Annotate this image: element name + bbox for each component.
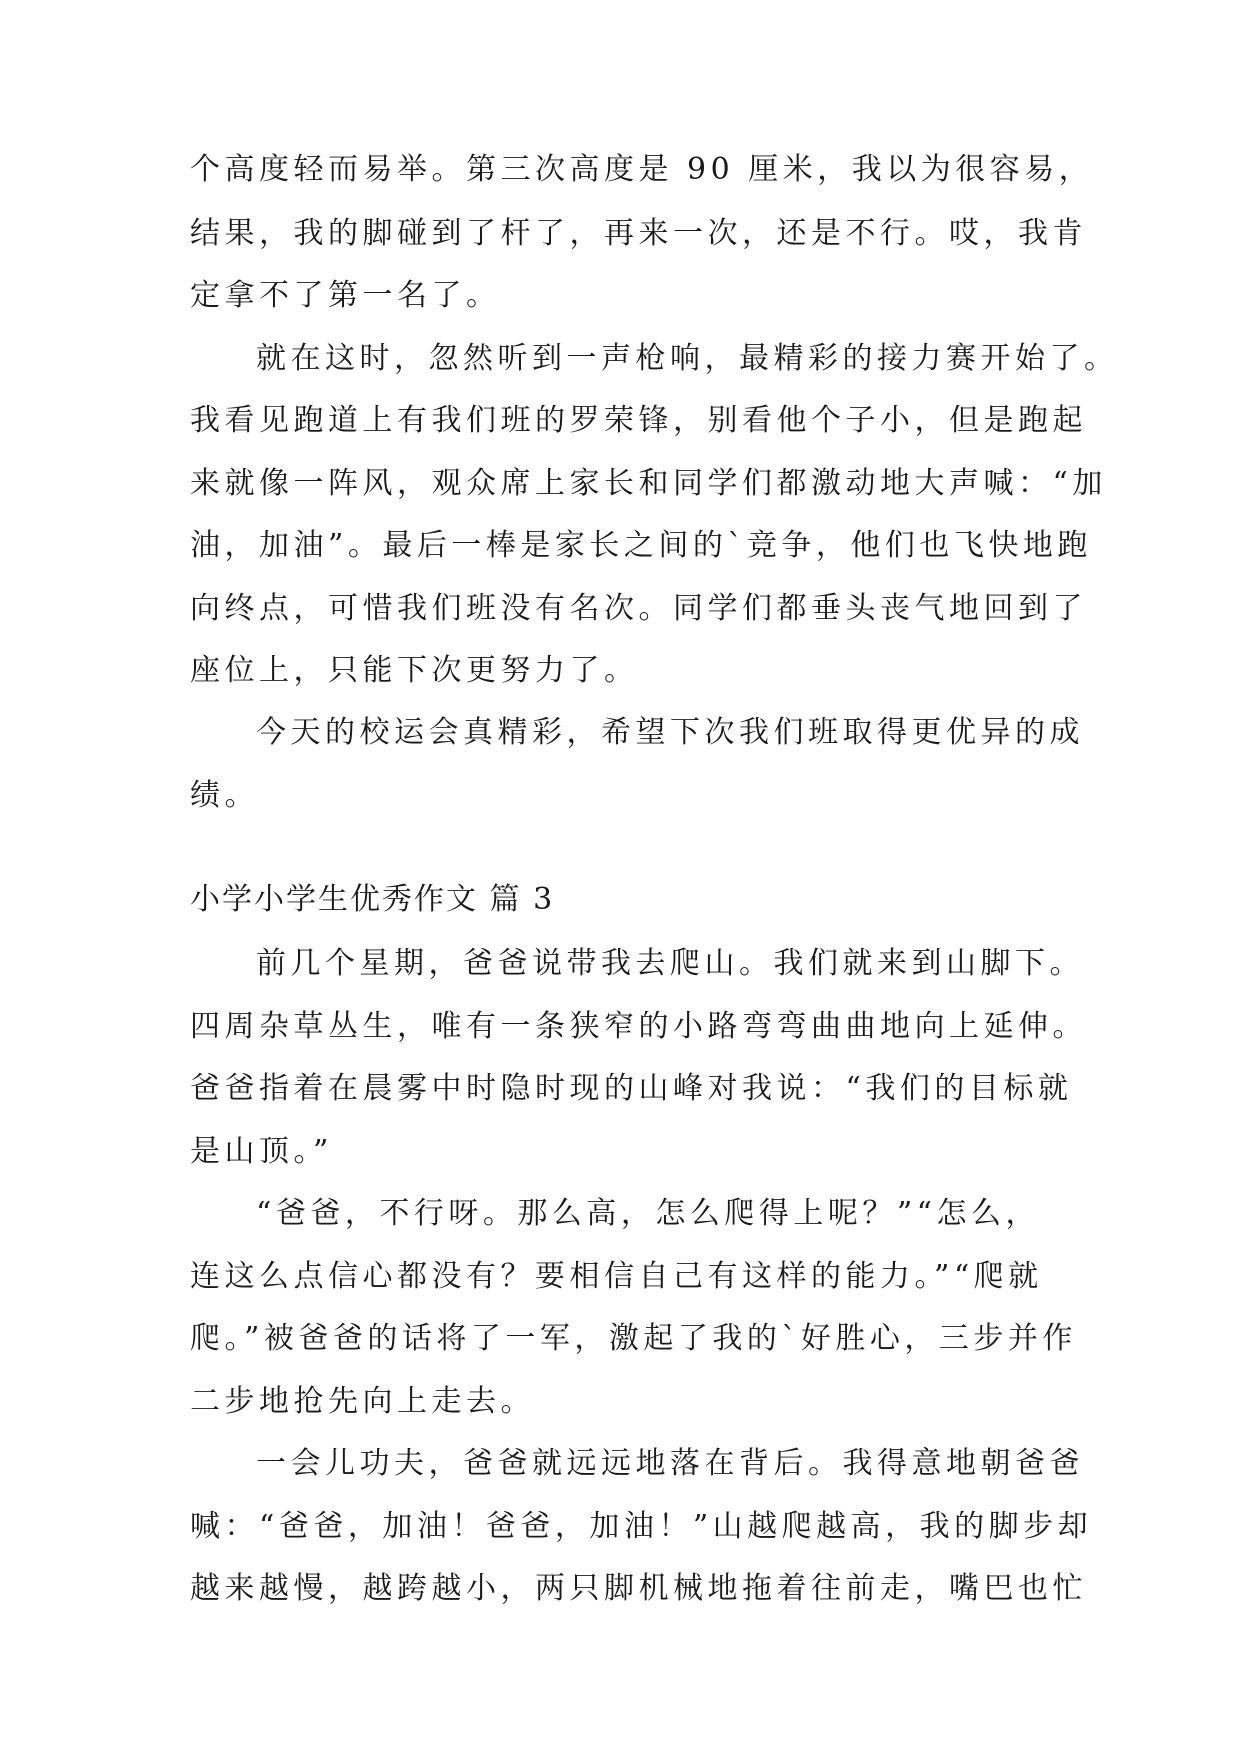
- text-line: 今天的校运会真精彩，希望下次我们班取得更优异的成: [256, 715, 1084, 750]
- text-line: 结果，我的脚碰到了杆了，再来一次，还是不行。哎，我肯: [190, 216, 1087, 251]
- text-line: 绩。: [190, 778, 259, 813]
- text-line: 二步地抢先向上走去。: [190, 1384, 535, 1419]
- text-line: 爬。”被爸爸的话将了一军，激起了我的`好胜心，三步并作: [190, 1321, 1077, 1356]
- text-line: 定拿不了第一名了。: [190, 278, 501, 313]
- text-line: 就在这时，忽然听到一声枪响，最精彩的接力赛开始了。: [256, 341, 1119, 376]
- text-line: 连这么点信心都没有？要相信自己有这样的能力。”“爬就: [190, 1259, 1043, 1294]
- text-line: 一会儿功夫，爸爸就远远地落在背后。我得意地朝爸爸: [256, 1446, 1084, 1481]
- text-line: 越来越慢，越跨越小，两只脚机械地拖着往前走，嘴巴也忙: [190, 1571, 1087, 1606]
- section-title: 小学小学生优秀作文 篇 3: [190, 882, 555, 917]
- text-line: 我看见跑道上有我们班的罗荣锋，别看他个子小，但是跑起: [190, 403, 1087, 438]
- text-line: 座位上，只能下次更努力了。: [190, 653, 639, 688]
- text-line: 四周杂草丛生，唯有一条狭窄的小路弯弯曲曲地向上延伸。: [190, 1009, 1087, 1044]
- text-line: 爸爸指着在晨雾中时隐时现的山峰对我说：“我们的目标就: [190, 1071, 1073, 1106]
- text-line: 个高度轻而易举。第三次高度是 90 厘米，我以为很容易，: [190, 152, 1094, 187]
- text-line: 向终点，可惜我们班没有名次。同学们都垂头丧气地回到了: [190, 591, 1087, 626]
- text-line: 喊：“爸爸，加油！爸爸，加油！”山越爬越高，我的脚步却: [190, 1509, 1093, 1544]
- text-line: 是山顶。”: [190, 1134, 333, 1169]
- text-line: 前几个星期，爸爸说带我去爬山。我们就来到山脚下。: [256, 946, 1084, 981]
- text-line: “爸爸，不行呀。那么高，怎么爬得上呢？”“怎么，: [256, 1196, 1041, 1231]
- text-line: 油，加油”。最后一棒是家长之间的`竞争，他们也飞快地跑: [190, 528, 1092, 563]
- text-line: 来就像一阵风，观众席上家长和同学们都激动地大声喊：“加: [190, 466, 1107, 501]
